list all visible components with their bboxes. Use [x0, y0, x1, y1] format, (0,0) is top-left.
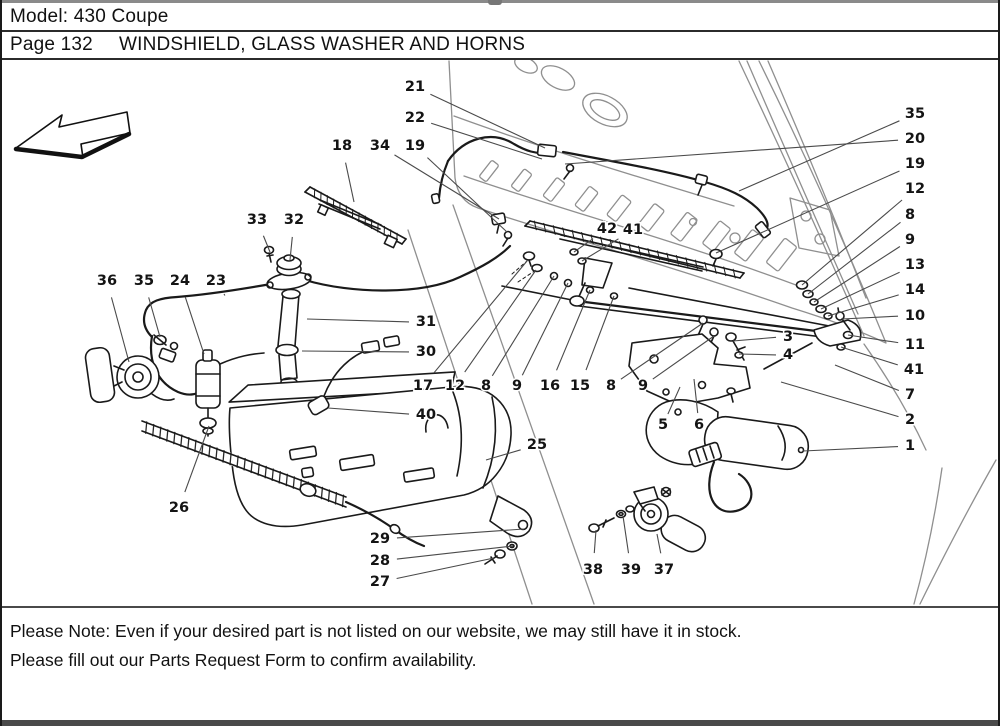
- callout-label-31: 31: [415, 314, 437, 330]
- callout-label-18: 18: [331, 138, 353, 154]
- callout-label-32: 32: [283, 212, 305, 228]
- top-border: [2, 0, 998, 3]
- callout-label-4: 4: [782, 347, 794, 363]
- model-label: Model: 430 Coupe: [10, 5, 169, 27]
- horn-left: [84, 343, 177, 404]
- callout-label-23: 23: [205, 273, 227, 289]
- page-header: [2, 32, 998, 60]
- callout-label-42: 42: [596, 221, 618, 237]
- callout-label-38: 38: [582, 562, 604, 578]
- callout-label-2: 2: [904, 412, 916, 428]
- callout-label-39: 39: [620, 562, 642, 578]
- washer-reservoir: [229, 336, 531, 564]
- parts-diagram: [2, 60, 998, 608]
- callout-label-1: 1: [904, 438, 916, 454]
- callout-label-40: 40: [415, 407, 437, 423]
- callout-label-12: 12: [444, 378, 466, 394]
- callout-label-19: 19: [904, 156, 926, 172]
- callout-label-14: 14: [904, 282, 926, 298]
- callout-label-5: 5: [657, 417, 669, 433]
- callout-label-35: 35: [133, 273, 155, 289]
- callout-label-26: 26: [168, 500, 190, 516]
- callout-label-13: 13: [904, 257, 926, 273]
- callout-label-41: 41: [622, 222, 644, 238]
- callout-label-9: 9: [904, 232, 916, 248]
- callout-label-37: 37: [653, 562, 675, 578]
- callout-label-17: 17: [412, 378, 434, 394]
- callout-label-24: 24: [169, 273, 191, 289]
- callout-label-7: 7: [904, 387, 916, 403]
- callout-label-36: 36: [96, 273, 118, 289]
- callout-label-19: 19: [404, 138, 426, 154]
- note-line-2: Please fill out our Parts Request Form to confirm availability.: [10, 650, 477, 670]
- horn-bottom: [589, 487, 710, 556]
- callout-label-9: 9: [637, 378, 649, 394]
- callout-label-21: 21: [404, 79, 426, 95]
- callout-label-8: 8: [904, 207, 916, 223]
- callout-label-35: 35: [904, 106, 926, 122]
- wiper-blade-left: [305, 187, 406, 248]
- callout-label-29: 29: [369, 531, 391, 547]
- parts-diagram-svg: [2, 60, 1000, 606]
- callout-label-28: 28: [369, 553, 391, 569]
- filler-neck-assembly: [265, 247, 312, 387]
- model-header: [2, 3, 998, 32]
- callout-label-8: 8: [605, 378, 617, 394]
- callout-label-15: 15: [569, 378, 591, 394]
- callout-label-30: 30: [415, 344, 437, 360]
- callout-label-6: 6: [693, 417, 705, 433]
- scan-tick: [488, 0, 502, 5]
- washer-hose-23: [144, 213, 512, 337]
- callout-label-11: 11: [904, 337, 926, 353]
- section-title: WINDSHIELD, GLASS WASHER AND HORNS: [118, 34, 526, 55]
- callout-label-10: 10: [904, 308, 926, 324]
- callout-label-22: 22: [404, 110, 426, 126]
- direction-arrow-icon: [16, 112, 130, 158]
- callout-label-25: 25: [526, 437, 548, 453]
- bottom-border-bar: [2, 720, 998, 726]
- callout-label-12: 12: [904, 181, 926, 197]
- callout-label-34: 34: [369, 138, 391, 154]
- callout-label-8: 8: [480, 378, 492, 394]
- callout-label-3: 3: [782, 329, 794, 345]
- callout-label-16: 16: [539, 378, 561, 394]
- callout-label-27: 27: [369, 574, 391, 590]
- note-line-1: Please Note: Even if your desired part is not listed on our website, we may still have it in stock.: [10, 621, 742, 641]
- wiper-linkage-right: [502, 221, 845, 349]
- callout-label-9: 9: [511, 378, 523, 394]
- callout-label-20: 20: [904, 131, 926, 147]
- footer-note: [2, 608, 998, 675]
- callout-label-33: 33: [246, 212, 268, 228]
- page-number-label: Page 132: [10, 34, 93, 55]
- callout-label-41: 41: [903, 362, 925, 378]
